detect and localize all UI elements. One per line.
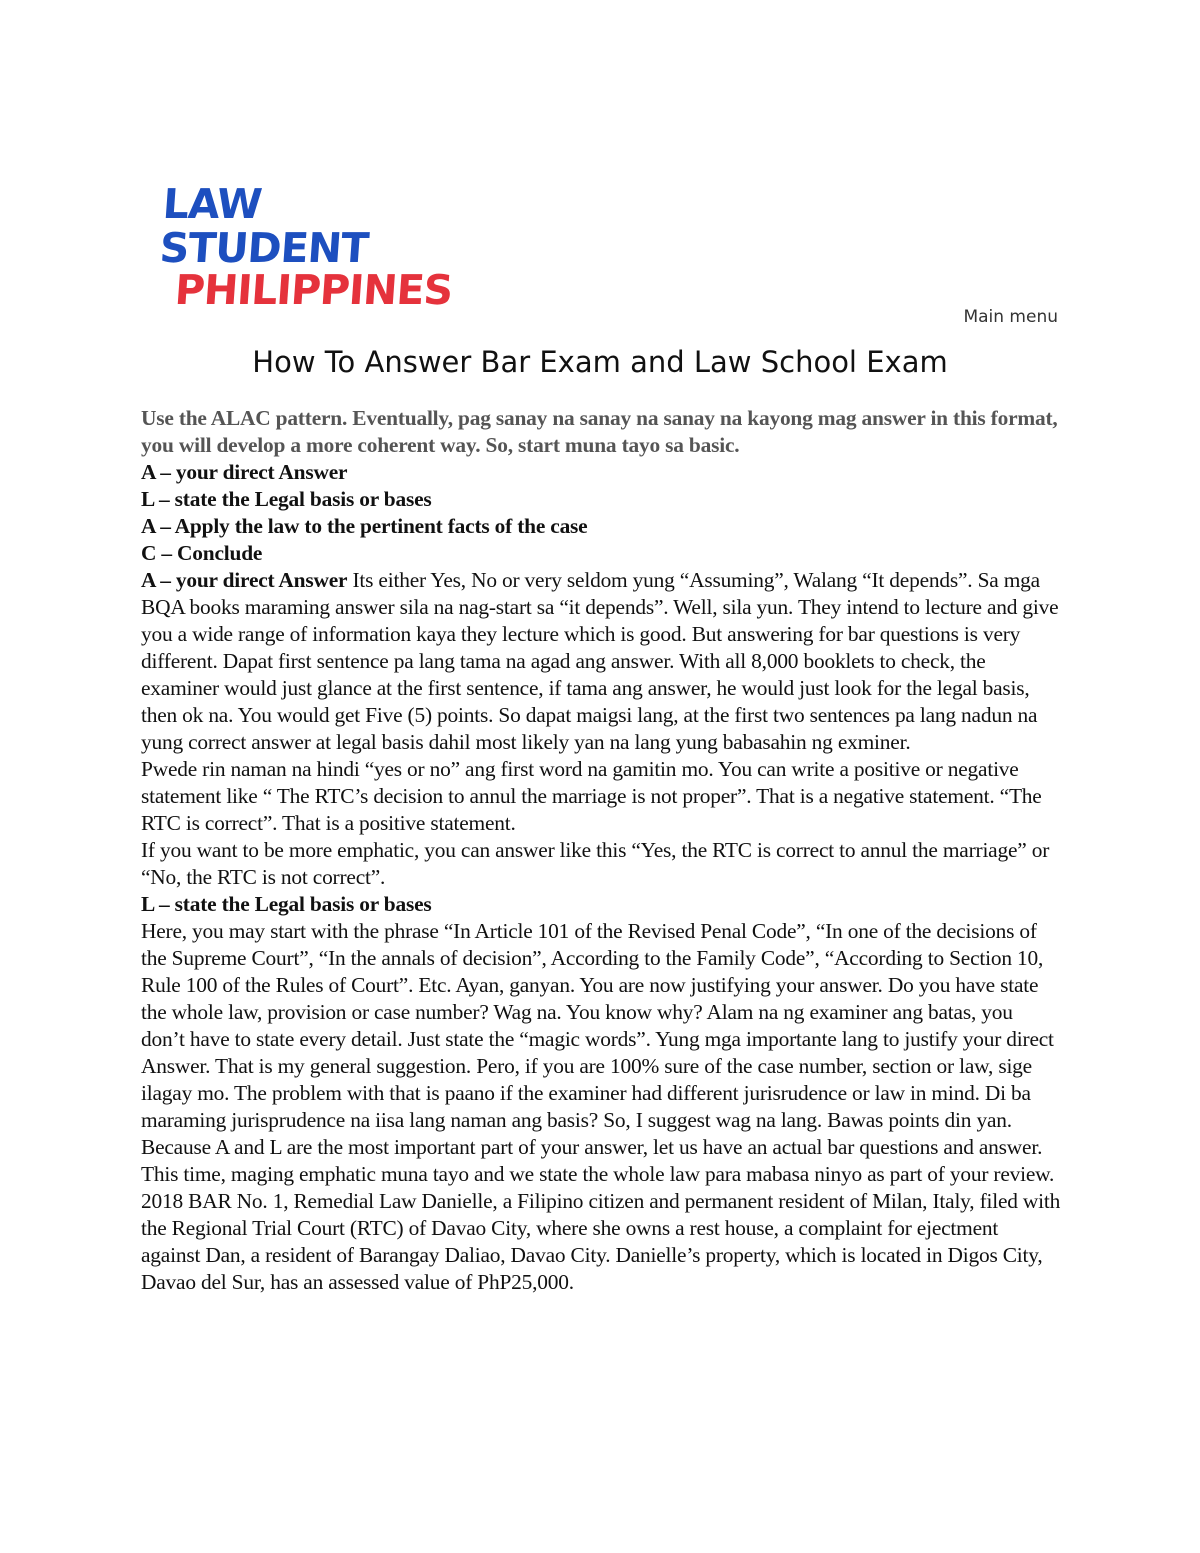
section-l-paragraph-1: Here, you may start with the phrase “In Article 101 of the Revised Penal Code”, “In one of the decisions of the Supreme Court”, “In the annals of decision”, According to the Family Code”, “According to Section 10, Rule 100 of the Rules of Court”. Etc. Ayan, ganyan. You are now justifying your answer. Do you have state the whole law, provision or case number? Wag na. You know why? Alam na ng examiner ang batas, you don’t have to state every detail. Just state the “magic words”. Yung mga importante lang to justify your direct Answer. That is my general suggestion. Pero, if you are 100% sure of the case number, section or law, sige ilagay mo. The problem with that is paano if the examiner had different jurisrudence or law in mind. Di ba maraming jurisprudence na iisa lang naman ang basis? So, I suggest wag na lang. Bawas points din yan. <box>141 919 1054 1132</box>
article-body <box>141 405 1061 1296</box>
section-a-paragraph-2: Pwede rin naman na hindi “yes or no” ang first word na gamitin mo. You can write a positive or negative statement like “ The RTC’s decision to annul the marriage is not proper”. That is a negative statement. “The RTC is correct”. That is a positive statement. <box>141 757 1042 835</box>
alac-item-answer: A – your direct Answer <box>141 460 348 484</box>
alac-item-conclude: C – Conclude <box>141 541 263 565</box>
site-logo[interactable] <box>156 180 465 314</box>
logo-line-2: PHILIPPINES <box>173 266 454 314</box>
section-l-paragraph-3: 2018 BAR No. 1, Remedial Law Danielle, a Filipino citizen and permanent resident of Milan, Italy, filed with the Regional Trial Court (RTC) of Davao City, where she owns a rest house, a complaint for ejectment against Dan, a resident of Barangay Daliao, Davao City. Danielle’s property, which is located in Digos City, Davao del Sur, has an assessed value of PhP25,000. <box>141 1189 1061 1294</box>
alac-item-legal-basis: L – state the Legal basis or bases <box>141 487 432 511</box>
section-a-body: Its either Yes, No or very seldom yung “Assuming”, Walang “It depends”. Sa mga BQA books maraming answer sila na nag-start sa “it depends”. Well, sila yun. They intend to lecture and give you a wide range of information kaya they lecture which is good. But answering for bar questions is very different. Dapat first sentence pa lang tama na agad ang answer. With all 8,000 booklets to check, the examiner would just glance at the first sentence, if tama ang answer, he would just look for the legal basis, then ok na. You would get Five (5) points. So dapat maigsi lang, at the first two sentences pa lang nadun na yung correct answer at legal basis dahil most likely yan na lang yung babasahin ng exminer. <box>141 568 1059 754</box>
alac-item-apply: A – Apply the law to the pertinent facts of the case <box>141 514 588 538</box>
section-a-heading: A – your direct Answer <box>141 568 348 592</box>
main-menu-link[interactable]: Main menu <box>963 307 1058 327</box>
section-l-heading: L – state the Legal basis or bases <box>141 892 432 916</box>
section-a-paragraph-3: If you want to be more emphatic, you can answer like this “Yes, the RTC is correct to annul the marriage” or “No, the RTC is not correct”. <box>141 838 1050 889</box>
section-a-paragraph <box>141 567 1061 756</box>
logo-line-1: LAW STUDENT <box>158 180 370 272</box>
page-title: How To Answer Bar Exam and Law School Exam <box>252 345 948 379</box>
intro-paragraph: Use the ALAC pattern. Eventually, pag sanay na sanay na sanay na kayong mag answer in this format, you will develop a more coherent way. So, start muna tayo sa basic. <box>141 406 1058 457</box>
section-l-paragraph-2: Because A and L are the most important part of your answer, let us have an actual bar questions and answer. This time, maging emphatic muna tayo and we state the whole law para mabasa ninyo as part of your review. <box>141 1135 1055 1186</box>
